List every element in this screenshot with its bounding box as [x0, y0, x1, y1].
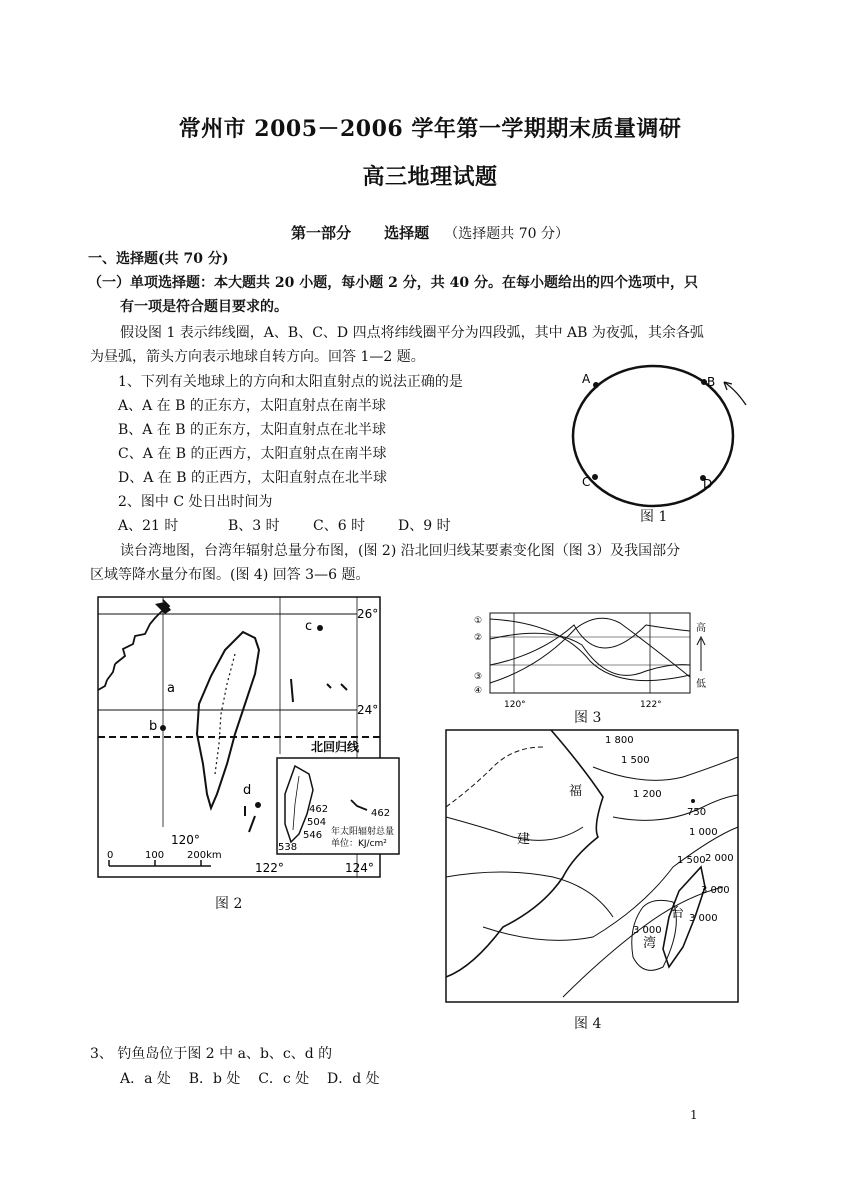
contour-1000: 1 000 — [689, 827, 718, 838]
tropic-label: 北回归线 — [311, 740, 360, 754]
inset-value-546: 546 — [303, 830, 323, 841]
contour-750-dot — [691, 799, 695, 803]
contour-2000: 2 000 — [705, 853, 734, 864]
figure-3-element-variation — [470, 605, 730, 715]
row-label-2: ② — [474, 633, 483, 643]
curve-2 — [490, 625, 690, 665]
inset-legend-line2: 单位：KJ/cm² — [331, 839, 387, 849]
scale-200km: 200km — [187, 850, 222, 861]
point-c-label: c — [305, 619, 313, 634]
lon-label-120: 120° — [171, 833, 200, 847]
part-label: 第一部分 — [291, 224, 352, 242]
point-d-dot — [255, 802, 261, 808]
q2-option-b: B、3 时 — [228, 518, 280, 534]
point-d-label: d — [243, 783, 252, 798]
curve-4 — [490, 619, 690, 681]
point-a-label: a — [167, 681, 175, 696]
point-a-label: A — [582, 372, 591, 386]
q2-option-a: A、21 时 — [118, 518, 179, 534]
place-label-wan: 湾 — [643, 936, 657, 951]
contour-1800: 1 800 — [605, 735, 634, 746]
q1-option-a: A、A 在 B 的正东方，太阳直射点在南半球 — [118, 398, 386, 414]
q1-stem: 1、下列有关地球上的方向和太阳直射点的说法正确的是 — [118, 374, 463, 390]
lat-label-26: 26° — [357, 607, 379, 621]
place-label-jian: 建 — [517, 832, 531, 847]
point-b-label: b — [149, 719, 158, 734]
q1-option-c: C、A 在 B 的正西方，太阳直射点在南半球 — [118, 446, 387, 462]
row-label-3: ③ — [474, 672, 483, 682]
lon-label-122: 122° — [640, 700, 662, 710]
intro2-line1: 读台湾地图，台湾年辐射总量分布图，(图 2) 沿北回归线某要素变化图（图 3）及我国部分 — [120, 543, 681, 559]
row-label-4: ④ — [474, 686, 483, 696]
lon-label-120: 120° — [504, 700, 526, 710]
point-b-label: B — [707, 375, 716, 389]
section-subheading-line2: 有一项是符合题目要求的。 — [120, 299, 288, 315]
contour-3000a: 3 000 — [701, 885, 730, 896]
inset-value-462a: 462 — [309, 804, 329, 815]
part-name: 选择题 — [384, 224, 430, 242]
part-note: （选择题共 70 分） — [444, 226, 569, 242]
lon-label-124: 124° — [345, 861, 374, 875]
contour-3000b: 3 000 — [689, 913, 718, 924]
lat-label-24: 24° — [357, 703, 379, 717]
q2-option-d: D、9 时 — [398, 518, 451, 534]
rotation-arrow-icon — [724, 382, 746, 405]
axis-high-label: 高 — [696, 623, 706, 634]
page-number: 1 — [690, 1108, 698, 1122]
q2-option-c: C、6 时 — [313, 518, 366, 534]
point-b-dot — [160, 725, 166, 731]
contour-750: 750 — [687, 807, 707, 818]
inset-legend-line1: 年太阳辐射总量 — [331, 827, 395, 837]
curve-3 — [490, 633, 690, 675]
inset-value-462b: 462 — [371, 808, 391, 819]
figure-2-taiwan-map — [95, 594, 395, 884]
contour-1500b: 1 500 — [677, 855, 706, 866]
section-subheading-line1: （一）单项选择题：本大题共 20 小题，每小题 2 分，共 40 分。在每小题给出的四个选项中，只 — [88, 275, 698, 291]
figure-3-caption: 图 3 — [574, 710, 602, 726]
figure-1-caption: 图 1 — [640, 509, 668, 525]
place-label-tai: 台 — [671, 906, 685, 921]
intro2-line2: 区域等降水量分布图。(图 4) 回答 3—6 题。 — [90, 567, 370, 583]
contour-3000c: 3 000 — [633, 925, 662, 936]
inset-value-504: 504 — [307, 817, 327, 828]
figure-4-precipitation-map — [443, 727, 743, 1007]
point-c-dot — [592, 474, 598, 480]
figure-2-caption: 图 2 — [215, 896, 243, 912]
point-c-dot — [317, 625, 323, 631]
radiation-inset — [277, 758, 399, 854]
scale-0: 0 — [107, 850, 114, 861]
figure-4-caption: 图 4 — [574, 1016, 602, 1032]
china-coast — [446, 730, 603, 977]
intro1-line2: 为昼弧，箭头方向表示地球自转方向。回答 1—2 题。 — [90, 349, 425, 365]
contour-1200: 1 200 — [633, 789, 662, 800]
point-c-label: C — [582, 475, 591, 489]
curve-1 — [490, 618, 690, 683]
part-heading — [0, 222, 860, 243]
inset-value-538: 538 — [278, 842, 298, 853]
place-label-fu: 福 — [569, 784, 583, 799]
row-label-1: ① — [474, 616, 483, 626]
q2-stem: 2、图中 C 处日出时间为 — [118, 494, 273, 510]
page-title: 常州市 2005－2006 学年第一学期期末质量调研 — [178, 116, 682, 142]
point-d-label: D — [703, 477, 713, 491]
section-heading: 一、选择题(共 70 分) — [88, 251, 229, 267]
q1-option-d: D、A 在 B 的正西方，太阳直射点在北半球 — [118, 470, 387, 486]
taiwan-island — [197, 632, 259, 808]
point-a-dot — [593, 382, 599, 388]
figure-1-latitude-circle — [560, 360, 830, 535]
q3-options: A．a 处 B．b 处 C．c 处 D．d 处 — [120, 1071, 380, 1087]
axis-low-label: 低 — [696, 679, 706, 690]
contour-1500a: 1 500 — [621, 755, 650, 766]
lon-label-122: 122° — [255, 861, 284, 875]
q1-option-b: B、A 在 B 的正东方，太阳直射点在北半球 — [118, 422, 387, 438]
intro1-line1: 假设图 1 表示纬线圈，A、B、C、D 四点将纬线圈平分为四段弧，其中 AB 为夜弧，其余各弧 — [120, 325, 704, 341]
scale-100: 100 — [145, 850, 165, 861]
q3-stem: 3、 钓鱼岛位于图 2 中 a、b、c、d 的 — [90, 1046, 333, 1062]
page-subtitle: 高三地理试题 — [362, 164, 498, 190]
